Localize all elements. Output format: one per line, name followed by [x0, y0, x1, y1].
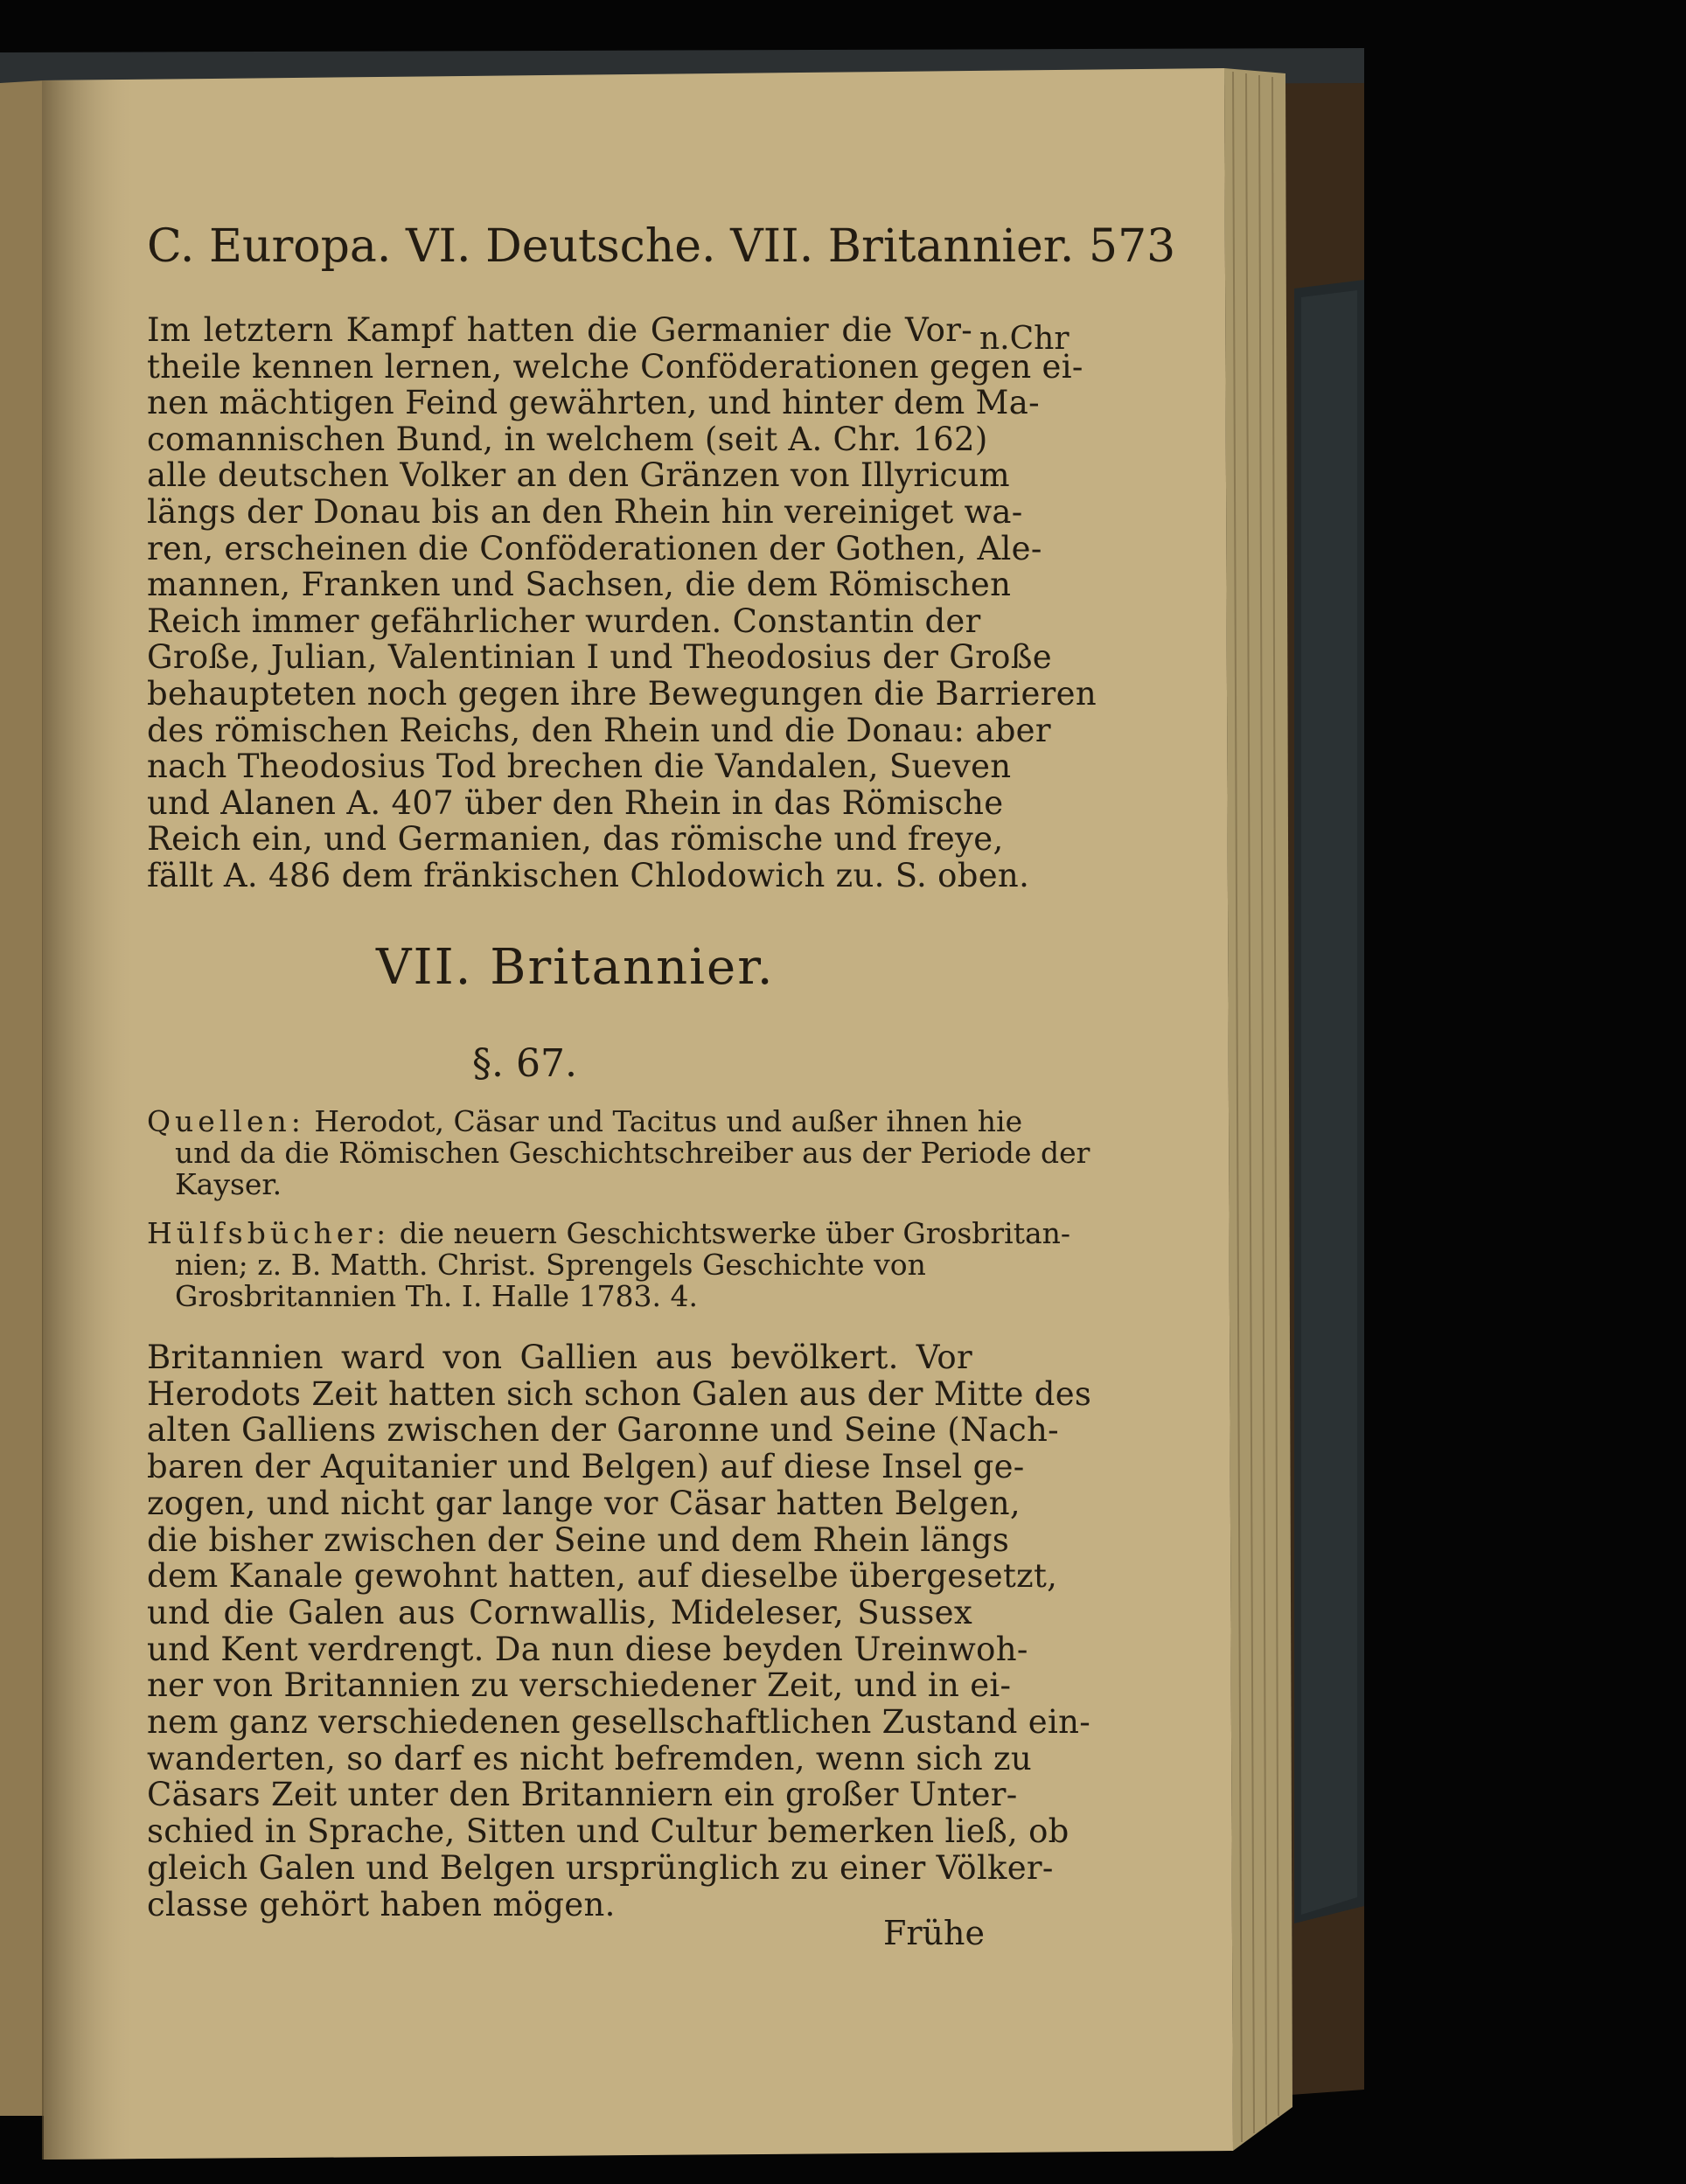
- text-line: Große, Julian, Valentinian I und Theodosius der Große: [147, 638, 1052, 677]
- text-line: wanderten, so darf es nicht befremden, wenn sich zu: [147, 1739, 1032, 1777]
- text-line: alten Galliens zwischen der Garonne und Seine (Nach-: [147, 1411, 1059, 1450]
- note-line: [147, 1217, 1070, 1250]
- note-line: Kayser.: [175, 1167, 282, 1201]
- paragraph-number: §. 67.: [472, 1041, 577, 1086]
- note-line: [147, 1105, 1022, 1138]
- text-line: dem Kanale gewohnt hatten, auf dieselbe übergesetzt,: [147, 1557, 1058, 1596]
- text-line: und die Galen aus Cornwallis, Mideleser, Sussex: [147, 1593, 972, 1631]
- note-line: nien; z. B. Matth. Christ. Sprengels Geschichte von: [175, 1248, 926, 1282]
- text-line: Reich immer gefährlicher wurden. Constantin der: [147, 602, 981, 640]
- text-line: Herodots Zeit hatten sich schon Galen aus der Mitte des: [147, 1374, 1092, 1413]
- running-head-title: C. Europa. VI. Deutsche. VII. Britannier.: [147, 220, 1075, 273]
- text-line: baren der Aquitanier und Belgen) auf diese Insel ge-: [147, 1448, 1025, 1486]
- note-line: Grosbritannien Th. I. Halle 1783. 4.: [175, 1279, 698, 1313]
- text-line: mannen, Franken und Sachsen, die dem Römischen: [147, 566, 1012, 604]
- text-line: nen mächtigen Feind gewährten, und hinter dem Ma-: [147, 384, 1040, 422]
- running-head: [147, 220, 1176, 273]
- catchword: Frühe: [883, 1914, 985, 1952]
- text-line: behaupteten noch gegen ihre Bewegungen die Barrieren: [147, 675, 1097, 713]
- page-number: 573: [1088, 220, 1176, 273]
- text-line: Britannien ward von Gallien aus bevölkert. Vor: [147, 1339, 972, 1376]
- text-line: Reich ein, und Germanien, das römische und freye,: [147, 820, 1004, 859]
- note-text: Herodot, Cäsar und Tacitus und außer ihnen hie: [304, 1104, 1023, 1138]
- text-line: des römischen Reichs, den Rhein und die Donau: aber: [147, 711, 1051, 749]
- note-line: und da die Römischen Geschichtschreiber aus der Periode der: [175, 1136, 1090, 1170]
- margin-note: n.Chr: [979, 321, 1069, 357]
- section-title: VII. Britannier.: [376, 939, 775, 996]
- text-line: fällt A. 486 dem fränkischen Chlodowich zu. S. oben.: [147, 857, 1030, 894]
- text-line: gleich Galen und Belgen ursprünglich zu einer Völker-: [147, 1848, 1054, 1887]
- text-line: zogen, und nicht gar lange vor Cäsar hatten Belgen,: [147, 1484, 1021, 1522]
- text-line: nach Theodosius Tod brechen die Vandalen, Sueven: [147, 748, 1012, 786]
- note-text: die neuern Geschichtswerke über Grosbritan-: [390, 1216, 1071, 1250]
- text-line: längs der Donau bis an den Rhein hin vereiniget wa-: [147, 493, 1023, 531]
- text-line: ner von Britannien zu verschiedener Zeit, und in ei-: [147, 1666, 1012, 1705]
- text-line: und Kent verdrengt. Da nun diese beyden Ureinwoh-: [147, 1630, 1028, 1668]
- note-label: Hülfsbücher:: [147, 1216, 391, 1250]
- text-line: ren, erscheinen die Conföderationen der Gothen, Ale-: [147, 529, 1042, 567]
- text-line: theile kennen lernen, welche Conföderationen gegen ei-: [147, 347, 1083, 386]
- text-line: classe gehört haben mögen.: [147, 1885, 616, 1923]
- text-line: schied in Sprache, Sitten und Cultur bemerken ließ, ob: [147, 1812, 1069, 1851]
- text-line: die bisher zwischen der Seine und dem Rhein längs: [147, 1520, 1010, 1559]
- text-line: comannischen Bund, in welchem (seit A. Chr. 162): [147, 420, 988, 458]
- text-line: nem ganz verschiedenen gesellschaftlichen Zustand ein-: [147, 1703, 1091, 1741]
- text-line: Im letztern Kampf hatten die Germanier die Vor-: [147, 311, 972, 349]
- text-line: und Alanen A. 407 über den Rhein in das Römische: [147, 783, 1004, 822]
- note-label: Quellen:: [147, 1104, 305, 1138]
- text-line: Cäsars Zeit unter den Britanniern ein großer Unter-: [147, 1776, 1018, 1814]
- text-line: alle deutschen Volker an den Gränzen von Illyricum: [147, 456, 1010, 495]
